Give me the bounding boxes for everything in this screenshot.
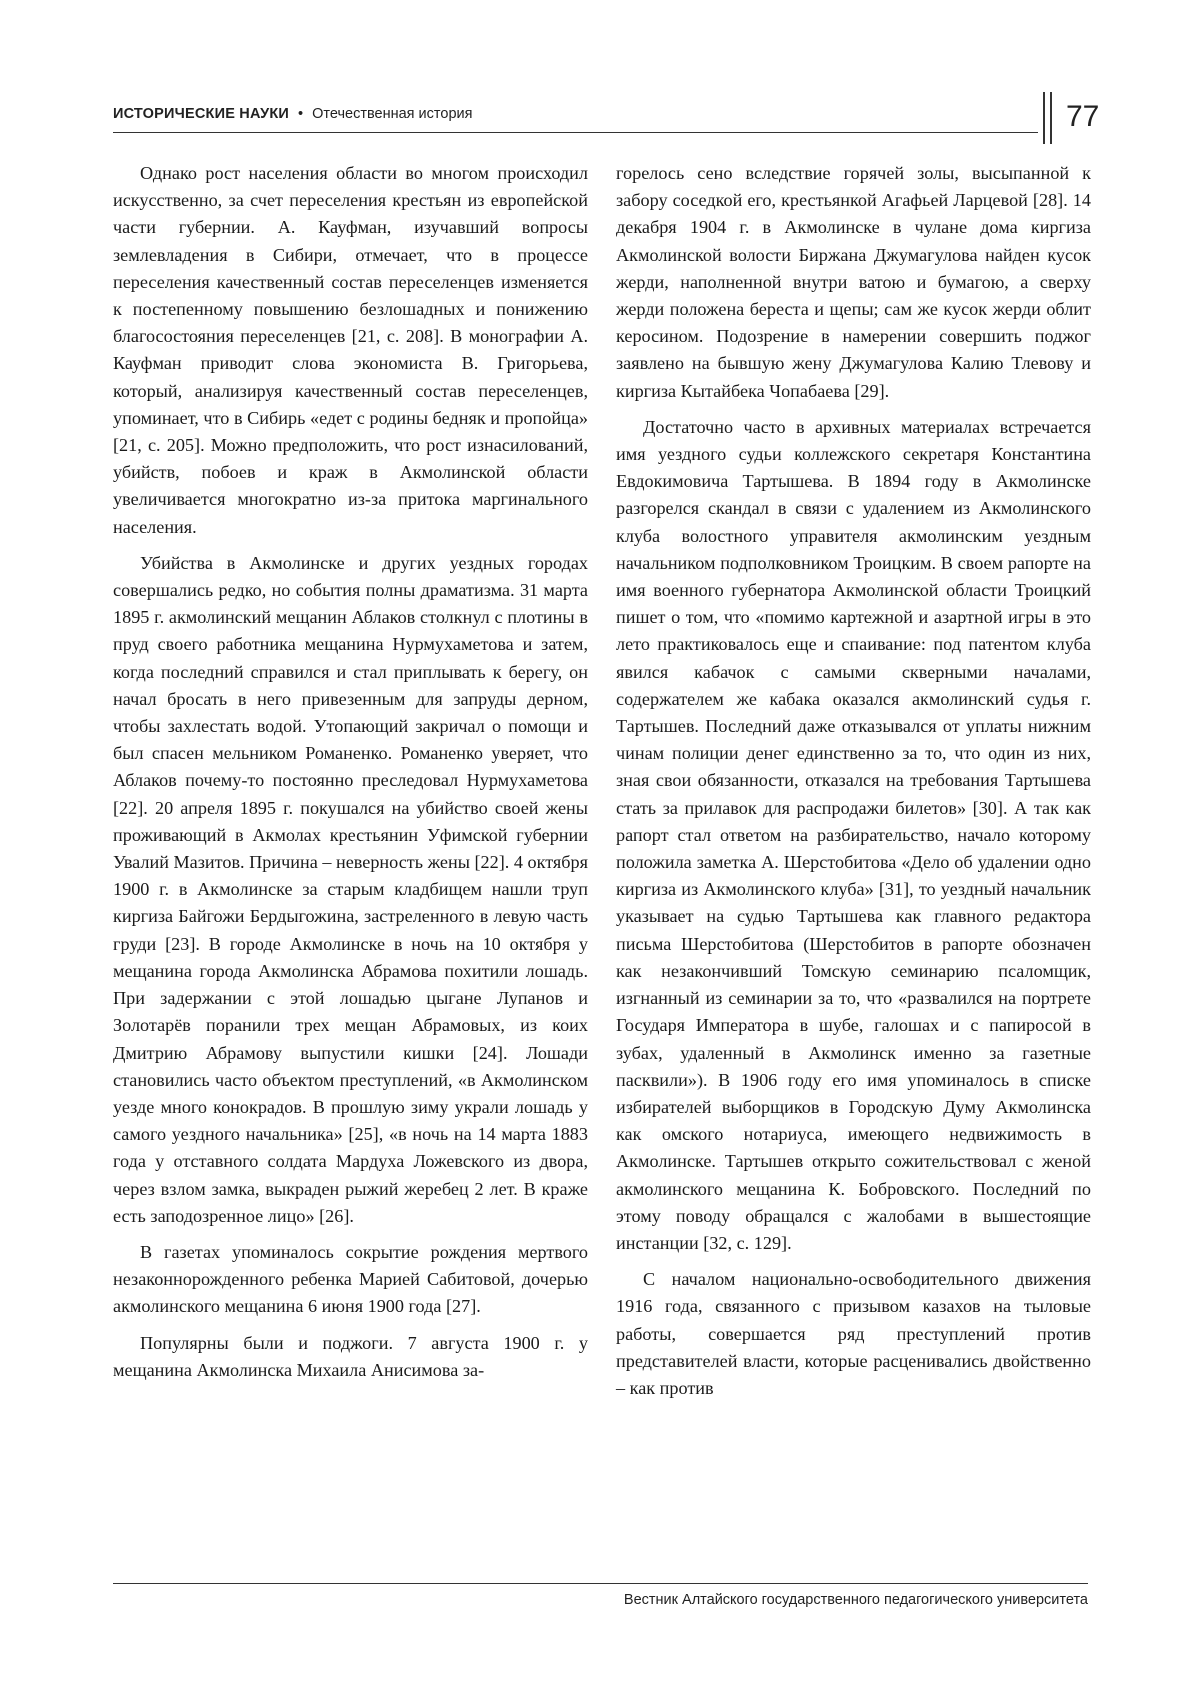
paragraph: Популярны были и поджоги. 7 августа 1900 г. у мещанина Акмолинска Михаила Анисимова за- (113, 1332, 588, 1380)
bullet-separator: • (298, 106, 304, 122)
subsection-title: Отечественная история (312, 106, 473, 122)
running-header (113, 100, 1038, 133)
left-column (113, 160, 588, 1393)
paragraph-continued: горелось сено вследствие горячей золы, высыпанной к забору соседкой его, крестьянкой Агафьей Ларцевой [28]. 14 декабря 1904 г. в Акмолинске в чулане дома киргиза Акмолинской волости Биржана Джумагулова найден кусок жерди, наполненной внутри ватою и бумагою, а сверху жерди положена береста и щепы; сам же кусок жерди облит керосином. Подозрение в намерении совершить поджог заявлено на бывшую жену Джумагулова Калию Тлевову и киргиза Кытайбека Чопабаева [29]. (616, 163, 1091, 401)
footer-rule (113, 1583, 1088, 1584)
paragraph: В газетах упоминалось сокрытие рождения мертвого незаконнорожденного ребенка Марией Сабитовой, дочерью акмолинского мещанина 6 июня 1900 года [27]. (113, 1241, 588, 1317)
journal-title-footer: Вестник Алтайского государственного педагогического университета (623, 1592, 1088, 1608)
paragraph: Убийства в Акмолинске и других уездных городах совершались редко, но события полны драматизма. 31 марта 1895 г. акмолинский мещанин Аблаков столкнул с плотины в пруд своего работника мещанина Нурмухаметова и затем, когда последний справился и стал приплывать к берегу, он начал бросать в него привезенным для запруды дерном, чтобы захлестать водой. Утопающий закричал о помощи и был спасен мельником Романенко. Романенко уверяет, что Аблаков почему-то постоянно преследовал Нурмухаметова [22]. 20 апреля 1895 г. покушался на убийство своей жены проживающий в Акмолах крестьянин Уфимской губернии Увалий Мазитов. Причина – неверность жены [22]. 4 октября 1900 г. в Акмолинске за старым кладбищем нашли труп киргиза Байгожи Бердыгожина, застреленного в левую часть груди [23]. В городе Акмолинске в ночь на 10 октября у мещанина города Акмолинска Абрамова похитили лошадь. При задержании с этой лошадью цыгане Лупанов и Золотарёв поранили трех мещан Абрамовых, из коих Дмитрию Абрамову выпустили кишки [24]. Лошади становились часто объектом преступлений, «в Акмолинском уезде много конокрадов. В прошлую зиму украли лошадь у самого уездного начальника» [25], «в ночь на 14 марта 1883 года у отставного солдата Мардуха Ложевского из двора, через взлом замка, выкраден рыжий жеребец 2 лет. В краже есть заподозренное лицо» [26]. (113, 552, 588, 1226)
header-rule-1 (1043, 92, 1045, 144)
page-number: 77 (1066, 100, 1100, 133)
paragraph: С началом национально-освободительного движения 1916 года, связанного с призывом казахов на тыловые работы, совершается ряд преступлений против представителей власти, которые расценивались двойственно – как против (616, 1269, 1091, 1398)
paragraph: Достаточно часто в архивных материалах встречается имя уездного судьи коллежского секретаря Константина Евдокимовича Тартышева. В 1894 году в Акмолинске разгорелся скандал в связи с удалением из Акмолинского клуба волостного управителя акмолинским уездным начальником подполковником Троицким. В своем рапорте на имя военного губернатора Акмолинской области Троицкий пишет о том, что «помимо картежной и азартной игры в это лето практиковалось еще и спаивание: под патентом клуба явился кабачок с самыми скверными началами, содержателем же кабака оказался акмолинский судья г. Тартышев. Последний даже отказывался от уплаты нижним чинам полиции денег единственно за то, что один из них, зная свои обязанности, отказался на требования Тартышева стать за прилавок для распродажи билетов» [30]. А так как рапорт стал ответом на разбирательство, начало которому положила заметка А. Шерстобитова «Дело об удалении одно киргиза из Акмолинского клуба» [31], то уездный начальник указывает на судью Тартышева как главного редактора письма Шерстобитова (Шерстобитов в рапорте обозначен как незакончивший Томскую семинарию псаломщик, изгнанный из семинарии за то, что «развалился на портрете Государя Императора в шубе, галошах и с папиросой в зубах, удаленный в Акмолинск именно за газетные пасквили»). В 1906 году его имя упоминалось в списке избирателей выборщиков в Городскую Думу Акмолинска как омского нотариуса, имеющего недвижимость в Акмолинске. Тартышев открыто сожительствовал с женой акмолинского мещанина К. Бобровского. Последний по этому поводу обращался с жалобами в вышестоящие инстанции [32, с. 129]. (616, 416, 1091, 1253)
section-title: ИСТОРИЧЕСКИЕ НАУКИ (113, 106, 289, 122)
paragraph: Однако рост населения области во многом происходил искусственно, за счет переселения крестьян из европейской части губернии. А. Кауфман, изучавший вопросы землевладения в Сибири, отмечает, что в процессе переселения качественный состав переселенцев изменяется к постепенному повышению безлошадных и понижению благосостояния переселенцев [21, с. 208]. В монографии А. Кауфман приводит слова экономиста В. Григорьева, который, анализируя качественный состав переселенцев, упоминает, что в Сибирь «едет с родины бедняк и пропойца» [21, с. 205]. Можно предположить, что рост изнасилований, убийств, побоев и краж в Акмолинской области увеличивается многократно из-за притока маргинального населения. (113, 163, 588, 537)
header-rule-2 (1050, 92, 1052, 144)
right-column (616, 160, 1091, 1411)
